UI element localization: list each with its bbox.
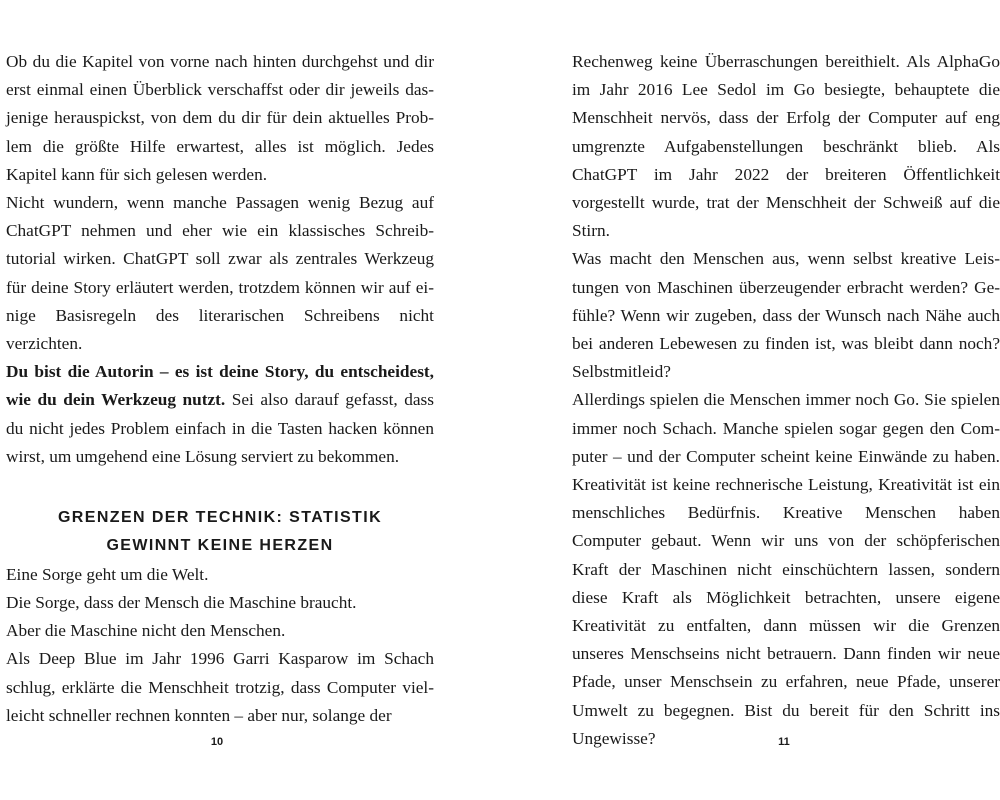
section-heading-line: GRENZEN DER TECHNIK: STATISTIK <box>57 509 383 527</box>
paragraph: Aber die Maschine nicht den Menschen. <box>6 621 286 641</box>
paragraph: Eine Sorge geht um die Welt. <box>6 564 209 584</box>
paragraph: Die Sorge, dass der Mensch die Maschine braucht. <box>6 593 357 613</box>
section-heading <box>6 499 434 561</box>
paragraph: Rechenweg keine Überraschungen bereithielt. Als AlphaGo im Jahr 2016 Lee Sedol im Go besiegte, behauptete die Menschheit nervös, dass der Erfolg der Computer auf eng umgrenzte Aufgabenstellungen beschränkt blieb. Als ChatGPT im Jahr 2022 der breiteren Öffentlichkeit vorgestellt wurde, trat der Menschheit der Schweiß auf die Stirn. <box>572 52 1000 241</box>
paragraph: Als Deep Blue im Jahr 1996 Garri Kasparow im Schach schlug, erklärte die Menschheit trotzig, dass Computer vielleicht schneller rechnen konnten – aber nur, solange der <box>6 649 434 725</box>
page-number: 10 <box>210 736 224 748</box>
paragraph: Allerdings spielen die Menschen immer noch Go. Sie spielen immer noch Schach. Manche spielen sogar gegen den Computer – und der Computer scheint keine Einwände zu haben. Kreativität ist keine rechnerische Leistung, Kreativität ist ein menschliches Bedürfnis. Kreative Menschen haben Computer gebaut. Wenn wir uns von der schöpferischen Kraft der Maschinen nicht einschüchtern lassen, sondern diese Kraft als Möglichkeit betrachten, unsere eigene Kreativität zu entfalten, dann müssen wir die Grenzen unseres Menschseins nicht betrauern. Dann finden wir neue Pfade, unser Menschsein zu erfahren, neue Pfade, unserer Umwelt zu begegnen. Bist du bereit für den Schritt ins Ungewisse? <box>572 390 1000 748</box>
paragraph: Nicht wundern, wenn manche Passagen wenig Bezug auf ChatGPT nehmen und eher wie ein klassisches Schreibtutorial wirken. ChatGPT soll zwar als zentrales Werkzeug für deine Story erläutert werden, trotzdem können wir auf einige Basisregeln des literarischen Schreibens nicht verzichten. <box>6 193 434 354</box>
page-number: 11 <box>778 736 790 748</box>
right-page <box>572 48 1000 753</box>
paragraph: Was macht den Menschen aus, wenn selbst kreative Leistungen von Maschinen überzeugender erbracht werden? Gefühle? Wenn wir zugeben, dass der Wunsch nach Nähe auch bei anderen Lebewesen zu finden ist, was bleibt dann noch? Selbstmitleid? <box>572 249 1000 382</box>
paragraph-text: Sei also darauf gefasst, dass du nicht jedes Problem einfach in die Tasten hacken können wirst, um umgehend eine Lösung serviert zu bekommen. <box>6 390 434 466</box>
paragraph: Ob du die Kapitel von vorne nach hinten durchgehst und dir erst einmal einen Überblick verschaffst oder dir jeweils dasjenige herauspickst, von dem du dir für dein aktuelles Problem die größte Hilfe erwartest, alles ist möglich. Jedes Kapitel kann für sich gelesen werden. <box>6 52 434 184</box>
paragraph <box>6 358 434 471</box>
bold-sentence: Du bist die Autorin – es ist deine Story, du entscheidest, wie du dein Werkzeug nutzt. <box>6 362 434 410</box>
section-heading-line: GEWINNT KEINE HERZEN <box>106 537 334 555</box>
left-page <box>6 48 434 730</box>
